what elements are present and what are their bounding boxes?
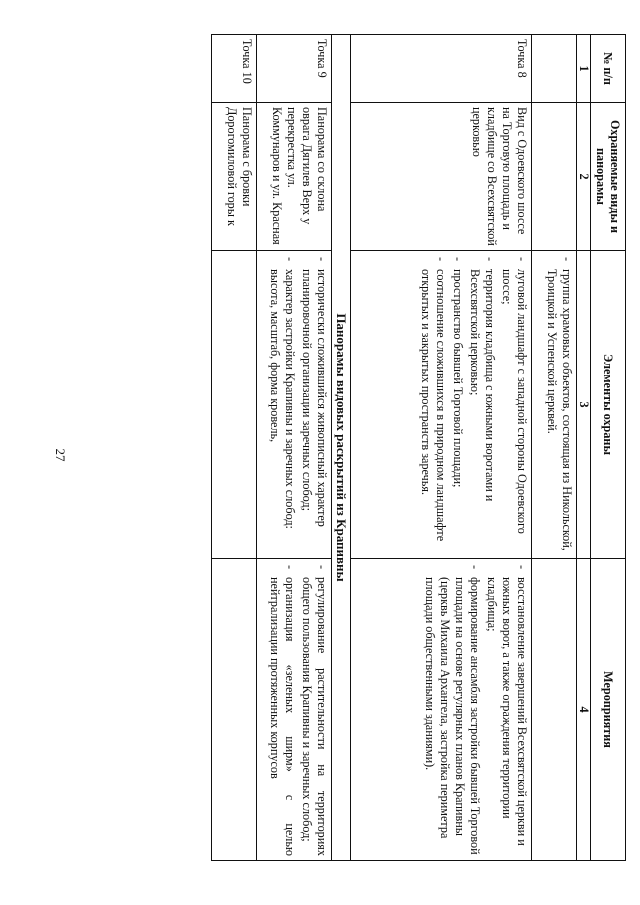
elements-cell <box>257 251 332 559</box>
header-measures: Мероприятия <box>591 559 626 861</box>
measures-cell <box>351 559 532 861</box>
measures-cell <box>257 559 332 861</box>
list-item: - организация «зеленых ширм» с целью нейтрализации протяженных корпусов <box>267 563 297 856</box>
table-row-point-8 <box>351 35 532 861</box>
list-item: - луговой ландшафт с западной стороны Одоевского шоссе; <box>499 255 529 554</box>
list-item: - регулирование растительности на территориях общего пользования Крапивны и заречных слобод; <box>299 563 329 856</box>
view-description: Панорама с бровки Дорогомиловой горы к <box>212 103 257 251</box>
list-item: - группа храмовых объектов, состоящая из Никольской, Троицкой и Успенской церквей. <box>544 255 574 554</box>
point-number: Точка 10 <box>212 35 257 103</box>
list-item: - соотношение сложившихся в природном ландшафте открытых и закрытых пространств заречья. <box>418 255 448 554</box>
list-item: - пространство бывшей Торговой площади; <box>450 255 465 554</box>
elements-cell <box>532 251 577 559</box>
header-elements: Элементы охраны <box>591 251 626 559</box>
table-row-continued <box>532 35 577 861</box>
protection-table <box>211 34 626 861</box>
page-number: 27 <box>53 448 68 462</box>
list-item: - восстановление завершений Всехсвятской церкви и южных ворот, а также ограждения территории кладбища; <box>484 563 529 856</box>
point-number: Точка 9 <box>257 35 332 103</box>
table-row-point-10 <box>212 35 257 861</box>
section-row <box>332 35 351 861</box>
column-number-row <box>577 35 591 861</box>
table-row-point-9 <box>257 35 332 861</box>
list-item: - характер застройки Крапивны и заречных слобод: высота, масштаб, форма кровель, <box>267 255 297 554</box>
col-num-3: 3 <box>577 251 591 559</box>
col-num-1: 1 <box>577 35 591 103</box>
view-description: Панорама со склона оврага Дягилев Верх у перекрестка ул. Коммунаров и ул. Красная <box>257 103 332 251</box>
list-item: - территория кладбища с южными воротами и Всехсвятской церковью; <box>467 255 497 554</box>
col-num-2: 2 <box>577 103 591 251</box>
elements-cell <box>351 251 532 559</box>
point-number: Точка 8 <box>351 35 532 103</box>
list-item: - формирование ансамбля застройки бывшей Торговой площади на основе регулярных планов Крапивны (церквь Михаила Архангела, застройка периметра площади общественными зданиями). <box>422 563 482 856</box>
col-num-4: 4 <box>577 559 591 861</box>
rotated-page <box>86 18 626 888</box>
list-item: - исторически сложившийся живописный характер планировочной организации заречных слобод; <box>299 255 329 554</box>
header-views: Охраняемые виды и панорамы <box>591 103 626 251</box>
header-row <box>591 35 626 861</box>
section-title: Панорамы видовых раскрытий из Крапивны <box>332 35 351 861</box>
view-description: Вид с Одоевского шоссе на Торговую площадь и кладбище со Всехсвятской церковью <box>351 103 532 251</box>
header-number: № п/п <box>591 35 626 103</box>
